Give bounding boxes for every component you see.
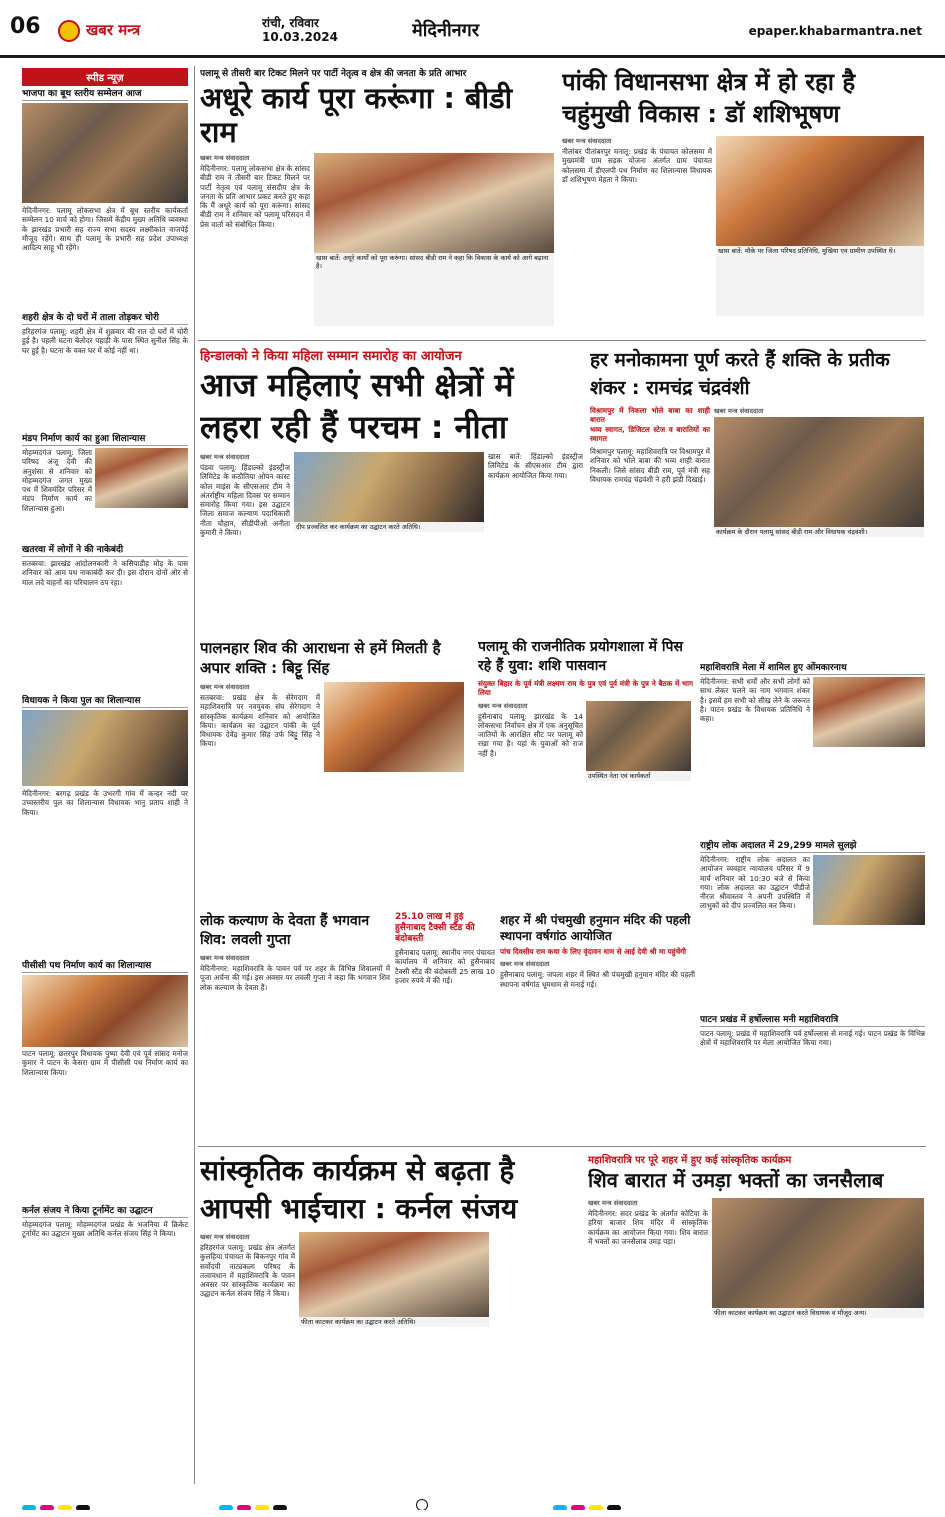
story-omkarnath <box>700 660 925 825</box>
date-line-1: रांची, रविवार <box>262 16 319 30</box>
speed-news-heading-2: शहरी क्षेत्र के दो घरों में ताला तोड़कर चोरी <box>22 310 188 325</box>
story-karnal-body: हरिहरगंज पलामू: प्रखंड क्षेत्र अंतर्गत कुलहिया पंचायत के बिकनपुर गांव में सर्वोदयी नाट्यकला परिषद के तत्वावधान में महाशिवरात्रि के पावन अवसर पर सांस्कृतिक कार्यक्रम का उद्घाटन कर्नल संजय सिंह ने किया। <box>200 1243 295 1299</box>
story-shashibhushan-byline: खबर मन्त्र संवाददाता <box>562 137 612 145</box>
speed-news-photo-1 <box>22 103 188 203</box>
speed-news-photo-6 <box>22 975 188 1047</box>
story-hanuman-headline: शहर में श्री पंचमुखी हनुमान मंदिर की पहली स्थापना वर्षगांठ आयोजित <box>500 913 691 943</box>
story-shashi-paswan-headline: पलामू की राजनीतिक प्रयोगशाला में पिस रहे हैं युवा: शशि पासवान <box>478 639 683 674</box>
story-karnal-headline-1: सांस्कृतिक कार्यक्रम से बढ़ता है <box>200 1154 515 1187</box>
story-shashibhushan-body: नीलांबर पीतांबरपुर मनातू: प्रखंड के पंचायत कोलसमा में मुख्यमंत्री ग्राम सड़क योजना अंतर्गत ग्राम पंचायत कोलसमा में डीएलपी पथ निर्माण का शिलान्यास विधायक डॉ शशिभूषण मेहता ने किया। <box>562 147 712 184</box>
story-bittu-body: सतबरवा: प्रखंड क्षेत्र के सेरेगदाग में महाशिवरात्रि पर नवयुवक संघ सेरेगदाग ने सांस्कृतिक कार्यक्रम शनिवार को आयोजित किया। कार्यक्रम का उद्घाटन पांकी के पूर्व विधायक देवेंद्र कुमार सिंह उर्फ बिट्टू सिंह ने किया। <box>200 693 320 749</box>
story-bittu <box>200 638 470 908</box>
story-nita-photo <box>294 452 484 522</box>
story-patan-shiv-body: पाटन पलामू: प्रखंड में महाशिवरात्रि पर्व हर्षोल्लास से मनाई गई। पाटन प्रखंड के विभिन्न क्षेत्रों में महाशिवरात्रि पर मेला आयोजित किया गया। <box>700 1029 925 1048</box>
speed-news-body-4: सतबरवा: झारखंड आंदोलनकारी ने कसियाडीह मोड़ के पास शनिवार को आम पथ नाकाबंदी कर दी। इस दौरान दोनों ओर से माल लदे वाहनों का परिचालन ठप रहा। <box>22 559 188 587</box>
story-karnal-photo <box>299 1232 489 1317</box>
story-bdram-headline: अधूरे कार्य पूरा करूंगा : बीडी राम <box>200 81 513 149</box>
story-taxi-headline: 25.10 लाख में हुई हुसैनाबाद टैक्सी स्टैंड की बंदोबस्ती <box>395 912 475 944</box>
story-ramchandra-bullet-1: विश्रामपुर में निकला भोले बाबा का शाही बारात <box>590 406 710 425</box>
story-nita-kicker: हिन्डालको ने किया महिला सम्मान समारोह का आयोजन <box>200 349 462 364</box>
speed-news-heading-4: खतरवा में लोगों ने की नाकेबंदी <box>22 542 188 557</box>
story-shiv-barat-body: मेदिनीनगर: सदर प्रखंड के अंतर्गत कोटिया के हरिया बाजार शिव मंदिर में सांस्कृतिक कार्यक्रम का आयोजन किया गया। शिव बारात में भक्तों का जनसैलाब उमड़ पड़ा। <box>588 1209 708 1246</box>
story-shiv-barat-kicker: महाशिवरात्रि पर पूरे शहर में हुए कई सांस्कृतिक कार्यक्रम <box>588 1155 792 1166</box>
story-ramchandra-body: विश्रामपुर पलामू: महाशिवरात्रि पर विश्रामपुर में शनिवार को भोले बाबा की भव्य शाही बारात निकली। जिसे सांसद बीडी राम, पूर्व मंत्री सह विधायक रामचंद्र चंद्रवंशी ने हरी झंडी दिखाई। <box>590 447 710 485</box>
story-nita-photo-caption: दीप प्रज्वलित कर कार्यक्रम का उद्घाटन करते अतिथि। <box>294 522 484 532</box>
story-lok-adalat-headline: राष्ट्रीय लोक अदालत में 29,299 मामले सुलझे <box>700 838 925 853</box>
story-hanuman <box>500 912 695 1142</box>
story-shashi-paswan <box>478 638 693 908</box>
story-bdram-caption: खास बातें: अधूरे कार्यों को पूरा करूंगा। सांसद बीडी राम ने कहा कि विकास के कार्य को आगे बढ़ाना है। <box>314 253 554 326</box>
story-lok-adalat-body: मेदिनीनगर: राष्ट्रीय लोक अदालत का आयोजन व्यवहार न्यायालय परिसर में 9 मार्च शनिवार को 10:30 बजे से किया गया। लोक अदालत का उद्घाटन पीडीजे नीरज श्रीवास्तव ने अपनी उपस्थिति में लाभुकों को दीप प्रज्वलित कर किया। <box>700 855 810 911</box>
story-shiv-barat-byline: खबर मन्त्र संवाददाता <box>588 1199 638 1207</box>
story-patan-shiv <box>700 1012 925 1132</box>
story-taxi-body: हुसैनाबाद पलामू: स्थानीय नगर पंचायत कार्यालय में शनिवार को हुसैनाबाद टैक्सी स्टैंड की बंदोबस्ती 25 लाख 10 हजार रुपये में की गई। <box>395 948 495 985</box>
story-ramchandra-bullet-2: भव्य स्वागत, डिजिटल स्टेज व बारातियों का स्वागत <box>590 424 710 443</box>
story-karnal-headline-2: आपसी भाईचारा : कर्नल संजय <box>200 1192 518 1225</box>
print-registration-marks <box>22 1496 922 1510</box>
speed-news-body-7: मोहम्मदगंज पलामू: मोहम्मदगंज प्रखंड के भजनिया में क्रिकेट टूर्नामेंट का उद्घाटन मुख्य अतिथि कर्नल संजय सिंह ने किया। <box>22 1220 188 1239</box>
story-shiv-barat <box>588 1152 925 1482</box>
story-lavli-byline: खबर मन्त्र संवाददाता <box>200 954 250 962</box>
speed-news-heading-6: पीसीसी पथ निर्माण कार्य का शिलान्यास <box>22 958 188 973</box>
story-shashibhushan-caption: खास बातें: मौके पर जिला परिषद प्रतिनिधि, मुखिया एवं ग्रामीण उपस्थित थे। <box>716 246 924 316</box>
story-karnal <box>200 1152 580 1482</box>
story-shashibhushan-photo <box>716 136 924 246</box>
speed-news-heading-5: विधायक ने किया पुल का शिलान्यास <box>22 693 188 708</box>
speed-news-photo-5 <box>22 710 188 786</box>
story-shashi-paswan-photo <box>586 701 691 771</box>
story-ramchandra-photo-caption: कार्यक्रम के दौरान पलामू सांसद बीडी राम और विधायक चंद्रवंशी। <box>714 527 924 537</box>
story-shashi-paswan-body: हुसैनाबाद पलामू: झारखंड के 14 लोकसभा निर्वाचन क्षेत्र में एक अनुसूचित जातियों के आरक्षित सीट पर पलामू को रखा गया है। यहां के युवाओं को राज नहीं है। <box>478 711 583 758</box>
story-lavli-headline: लोक कल्याण के देवता हैं भगवान शिव: लवली गुप्ता <box>200 913 370 948</box>
story-bdram-byline: खबर मन्त्र संवाददाता <box>200 154 250 162</box>
story-karnal-photo-caption: फीता काटकर कार्यक्रम का उद्घाटन करते अतिथि। <box>299 1317 489 1327</box>
story-hanuman-body: हुसैनाबाद पलामू: जपला शहर में स्थित श्री पंचमुखी हनुमान मंदिर की पहली स्थापना वर्षगांठ धूमधाम से मनाई गई। <box>500 970 695 989</box>
logo-icon <box>58 20 80 42</box>
speed-news-body-1: मेदिनीनगर: पलामू लोकसभा क्षेत्र में बूथ स्तरीय कार्यकर्ता सम्मेलन 10 मार्च को होगा। जिसमें केंद्रीय मुख्य अतिथि व्यवस्था के झारखंड प्रभारी सह राज्य सभा सदस्य लक्ष्मीकांत वाजपेई मौजूद रहेंगे। साथ ही पलामू के प्रभारी सह प्रदेश उपाध्यक्ष आदित्य साहू भी रहेंगे। <box>22 206 188 253</box>
story-bittu-photo <box>324 682 464 772</box>
story-bittu-byline: खबर मन्त्र संवाददाता <box>200 683 250 691</box>
story-ramchandra-byline: खबर मन्त्र संवाददाता <box>714 407 764 415</box>
story-omkarnath-body: मेदिनीनगर: सभी धर्मों और सभी लोगों को साथ लेकर चलने का नाम भगवान शंकर है। इसमें हम सभी को सीख लेने के जरूरत है। पाटन प्रखंड के विधायक प्रतिनिधि ने कहा। <box>700 677 810 724</box>
speed-news-label: स्पीड न्यूज़ <box>22 68 188 86</box>
story-nita-byline: खबर मन्त्र संवाददाता <box>200 453 250 461</box>
speed-news-heading-3: मंडप निर्माण कार्य का हुआ शिलान्यास <box>22 431 188 446</box>
story-taxi <box>395 912 495 1142</box>
masthead <box>0 0 945 58</box>
speed-news-photo-3 <box>95 448 188 508</box>
date-line-2: 10.03.2024 <box>262 30 338 44</box>
story-bdram <box>200 66 555 326</box>
speed-news-body-2: हरिहरगंज पलामू: शहरी क्षेत्र में शुक्रवार की रात दो घरों में चोरी हुई है। पहली घटना बेलोदर पहाड़ी के पास स्थित सुनील सिंह के घर हुई है। घटना के वक्त घर में कोई नहीं था। <box>22 327 188 355</box>
story-bdram-kicker: पलामू से तीसरी बार टिकट मिलने पर पार्टी नेतृत्व व क्षेत्र की जनता के प्रति आभार <box>200 69 467 79</box>
story-bdram-body: मेदिनीनगर: पलामू लोकसभा क्षेत्र के सांसद बीडी राम ने तीसरी बार टिकट मिलने पर पार्टी नेतृत्व एवं पलामू संसदीय क्षेत्र के जनता के प्रति आभार प्रकट करते हुए कहा कि मैं अधूरे कार्य को पूरा करूंगा। सांसद बीडी राम ने शनिवार को पलामू परिसदन में प्रेस वार्ता को संबोधित किया। <box>200 164 310 229</box>
story-omkarnath-headline: महाशिवरात्रि मेला में शामिल हुए ओंमकारनाथ <box>700 660 925 675</box>
story-nita-headline-1: आज महिलाएं सभी क्षेत्रों में <box>200 366 514 404</box>
story-shashi-paswan-byline: खबर मन्त्र संवाददाता <box>478 701 528 710</box>
story-shashibhushan <box>562 66 924 328</box>
speed-news-heading-7: कर्नल संजय ने किया टूर्नामेंट का उद्घाटन <box>22 1203 188 1218</box>
speed-news-heading-1: भाजपा का बूथ स्तरीय सम्मेलन आज <box>22 86 188 101</box>
speed-news-body-5: मेदिनीनगर: बरगढ़ प्रखंड के उभरगी गांव में कन्हर नदी पर उच्चस्तरीय पुल का शिलान्यास विधायक भानु प्रताप शाही ने किया। <box>22 789 188 817</box>
story-shiv-barat-photo <box>712 1198 924 1308</box>
story-lavli <box>200 912 390 1142</box>
story-ramchandra <box>590 346 925 636</box>
story-nita-side-note: खास बातें: हिंडाल्को इंडस्ट्रीज लिमिटेड के सीएसआर टीम द्वारा कार्यक्रम आयोजित किया गया। <box>488 452 583 480</box>
story-shashi-paswan-bullet: संयुक्त बिहार के पूर्व मंत्री लक्ष्मण राम के पुत्र एवं पूर्व मंत्री के पुत्र ने बैठक में भाग लिया <box>478 679 693 698</box>
story-shashi-paswan-photo-caption: उपस्थित नेता एवं कार्यकर्ता <box>586 771 691 781</box>
story-shashibhushan-headline: पांकी विधानसभा क्षेत्र में हो रहा है चहुंमुखी विकास : डॉ शशिभूषण <box>562 68 856 128</box>
story-nita-body: पंडवा पलामू: हिंडाल्को इंडस्ट्रीज लिमिटेड के कठौतिया ओपन कास्ट कोल माइंस के सीएसआर टीम ने अंतर्राष्ट्रीय महिला दिवस पर सम्मान समारोह किया गया। इस उद्घाटन जिला समाज कल्याण पदाधिकारी नीता चौहान, सीडीपीओ अनीता कुमारी ने किया। <box>200 463 290 538</box>
story-hanuman-bullet: पांच दिवसीय राम कथा के लिए वृंदावन धाम से आई देवी श्री मा पहुंचेंगी <box>500 947 687 956</box>
story-karnal-byline: खबर मन्त्र संवाददाता <box>200 1233 250 1241</box>
story-shiv-barat-headline: शिव बारात में उमड़ा भक्तों का जनसैलाब <box>588 1168 884 1192</box>
speed-news-body-3: मोहम्मदगंज पलामू: जिला परिषद अंजू देवी की अनुशंसा से शनिवार को मोहम्मदगंज जगत मुख्य पथ में शिवमंदिर परिसर में मंडप निर्माण कार्य का शिलान्यास हुआ। <box>22 448 92 513</box>
story-patan-shiv-headline: पाटन प्रखंड में हर्षोल्लास मनी महाशिवरात्रि <box>700 1012 925 1027</box>
story-lavli-body: मेदिनीनगर: महाशिवरात्रि के पावन पर्व पर शहर के विभिन्न शिवालयों में पूजा अर्चना की गई। इस अवसर पर लवली गुप्ता ने कहा कि भगवान शिव लोक कल्याण के देवता हैं। <box>200 964 390 992</box>
story-hanuman-byline: खबर मन्त्र संवाददाता <box>500 960 550 969</box>
story-nita <box>200 346 585 631</box>
story-omkarnath-photo <box>813 677 925 747</box>
story-bittu-headline: पालनहार शिव की आराधना से हमें मिलती है अपार शक्ति : बिट्टू सिंह <box>200 639 441 677</box>
paper-name: खबर मन्त्र <box>86 21 141 39</box>
story-ramchandra-photo <box>714 417 924 527</box>
story-nita-headline-2: लहरा रही हैं परचम : नीता <box>200 408 508 446</box>
story-lok-adalat-photo <box>813 855 925 925</box>
page-number: 06 <box>10 14 41 39</box>
story-ramchandra-headline: हर मनोकामना पूर्ण करते हैं शक्ति के प्रतीक शंकर : रामचंद्र चंद्रवंशी <box>590 349 890 399</box>
story-shiv-barat-photo-caption: फीता काटकर कार्यक्रम का उद्घाटन करते विधायक व मौजूद अन्य। <box>712 1308 924 1318</box>
registration-crosshair-icon <box>416 1499 428 1510</box>
website-link[interactable]: epaper.khabarmantra.net <box>748 24 922 38</box>
section-name: मेदिनीनगर <box>412 20 480 41</box>
story-bdram-photo <box>314 153 554 253</box>
story-lok-adalat <box>700 838 925 1008</box>
speed-news-column <box>22 68 188 1483</box>
speed-news-body-6: पाटन पलामू: छतरपुर विधायक पुष्पा देवी एवं पूर्व सांसद मनोज कुमार ने पाटन के केसरा ग्राम में पीसीसी पथ निर्माण कार्य का शिलान्यास किया। <box>22 1049 188 1077</box>
